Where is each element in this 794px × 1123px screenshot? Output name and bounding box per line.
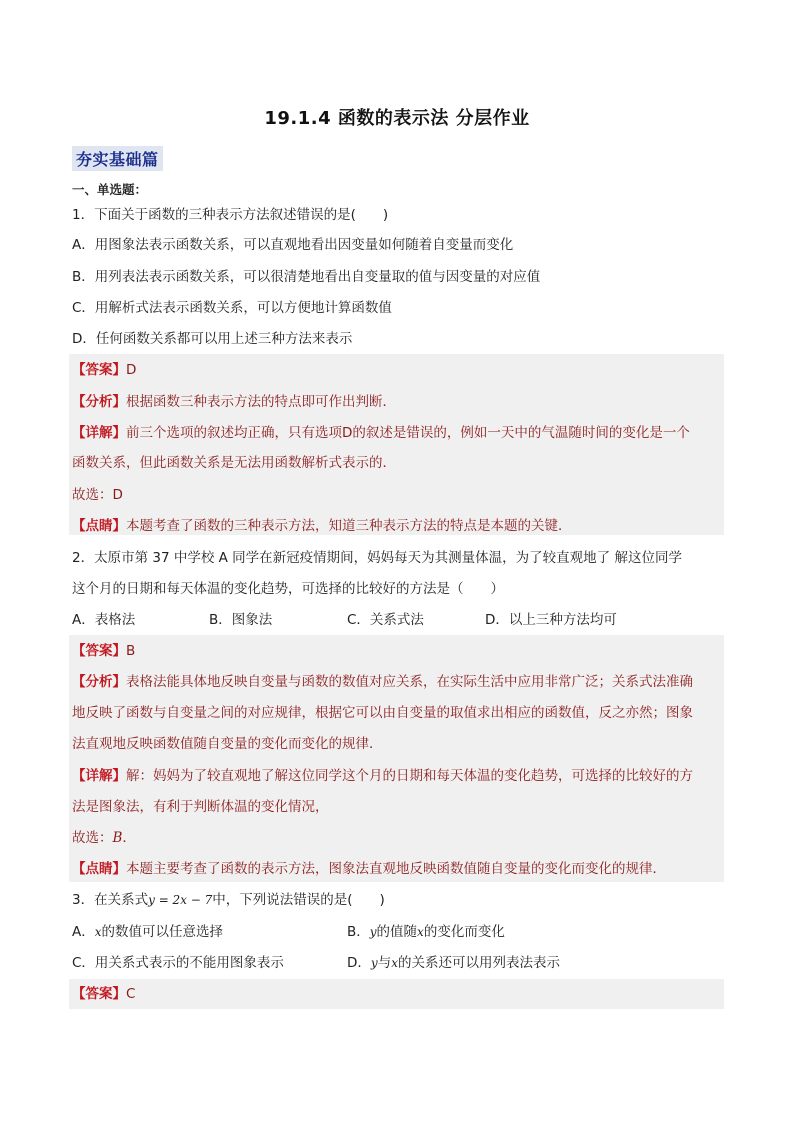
q2-option-d: D．以上三种方法均可 [485, 612, 617, 628]
answer-value: B [126, 643, 136, 659]
var-y: y [370, 956, 378, 970]
q1-comment [72, 516, 572, 536]
q2-choose [72, 828, 136, 848]
q3-option-c: C．用关系式表示的不能用图象表示 [72, 955, 284, 971]
q2-analysis [72, 672, 693, 692]
part-heading: 一、单选题： [72, 182, 148, 197]
q2-detail [72, 766, 693, 786]
analysis-text: 表格法能具体地反映自变量与函数的数值对应关系，在实际生活中应用非常广泛；关系式法准确 [126, 674, 693, 690]
detail-text: 前三个选项的叙述均正确，只有选项D的叙述是错误的，例如一天中的气温随时间的变化是一个 [126, 425, 690, 441]
q2-option-c: C．关系式法 [347, 612, 424, 628]
q1-answer [72, 360, 136, 380]
q2-detail-cont: 法是图象法，有利于判断体温的变化情况， [72, 799, 329, 815]
analysis-tag: 【分析】 [72, 394, 126, 410]
detail-tag: 【详解】 [72, 768, 126, 784]
q2-comment [72, 859, 666, 879]
option-text: 的变化而变化 [423, 924, 505, 940]
q3-stem-suffix: 中，下列说法错误的是( ) [212, 892, 385, 908]
analysis-tag: 【分析】 [72, 674, 126, 690]
option-text: 的数值可以任意选择 [101, 924, 224, 940]
var-x: x [391, 956, 398, 970]
answer-tag: 【答案】 [72, 362, 126, 378]
q2-option-b: B．图象法 [209, 612, 273, 628]
q2-answer [72, 641, 135, 661]
q2-analysis-cont: 地反映了函数与自变量之间的对应规律，根据它可以由自变量的取值求出相应的函数值，反之亦然；图象 [72, 705, 693, 721]
var-y: y [369, 925, 377, 939]
q1-detail [72, 423, 690, 443]
choose-period: ． [122, 830, 136, 846]
answer-tag: 【答案】 [72, 643, 126, 659]
page-title: 19.1.4 函数的表示法 分层作业 [264, 108, 530, 129]
choose-label: 故选： [72, 830, 113, 846]
var-x: x [417, 925, 424, 939]
q2-option-a: A．表格法 [72, 612, 136, 628]
q3-stem-prefix: 3．在关系式 [72, 892, 149, 908]
option-text: 的关系还可以用列表法表示 [397, 955, 560, 971]
q1-option-c: C．用解析式法表示函数关系，可以方便地计算函数值 [72, 300, 392, 316]
var-x: x [94, 925, 102, 939]
option-letter: B． [347, 924, 370, 940]
q1-detail-cont: 函数关系，但此函数关系是无法用函数解析式表示的． [72, 455, 396, 471]
answer-value: D [126, 362, 137, 378]
q3-option-a [72, 922, 223, 942]
q1-choose: 故选：D [72, 487, 123, 503]
comment-tag: 【点睛】 [72, 861, 126, 877]
q1-solution-box [69, 354, 724, 535]
option-letter: D． [347, 955, 371, 971]
q3-option-d [347, 953, 560, 973]
detail-tag: 【详解】 [72, 425, 126, 441]
q3-stem [72, 890, 385, 910]
option-text: 的值随 [376, 924, 418, 940]
comment-tag: 【点睛】 [72, 518, 126, 534]
choose-letter: B [112, 830, 123, 846]
comment-text: 本题考查了函数的三种表示方法，知道三种表示方法的特点是本题的关键． [126, 518, 572, 534]
q2-analysis-cont2: 法直观地反映函数值随自变量的变化而变化的规律． [72, 736, 383, 752]
option-letter: A． [72, 924, 95, 940]
q1-option-d: D．任何函数关系都可以用上述三种方法来表示 [72, 331, 353, 347]
q3-answer [72, 984, 135, 1004]
q1-option-b: B．用列表法表示函数关系，可以很清楚地看出自变量取的值与因变量的对应值 [72, 269, 541, 285]
q3-formula: y = 2x − 7 [148, 893, 213, 907]
q2-stem-cont: 这个月的日期和每天体温的变化趋势，可选择的比较好的方法是（ ） [72, 581, 504, 597]
answer-value: C [126, 986, 136, 1002]
option-text: 与 [377, 955, 392, 971]
answer-tag: 【答案】 [72, 986, 126, 1002]
q3-option-b [347, 922, 505, 942]
q2-stem: 2．太原市第 37 中学校 A 同学在新冠疫情期间，妈妈每天为其测量体温，为了较直观地了 解这位同学 [72, 550, 682, 566]
comment-text: 本题主要考查了函数的表示方法，图象法直观地反映函数值随自变量的变化而变化的规律． [126, 861, 666, 877]
q1-analysis [72, 392, 396, 412]
detail-text: 解：妈妈为了较直观地了解这位同学这个月的日期和每天体温的变化趋势，可选择的比较好的方 [126, 768, 693, 784]
analysis-text: 根据函数三种表示方法的特点即可作出判断． [126, 394, 396, 410]
section-heading: 夯实基础篇 [72, 146, 163, 171]
q1-stem: 1．下面关于函数的三种表示方法叙述错误的是( ) [72, 207, 389, 223]
q3-solution-box [69, 979, 724, 1009]
q1-option-a: A．用图象法表示函数关系，可以直观地看出因变量如何随着自变量而变化 [72, 237, 514, 253]
